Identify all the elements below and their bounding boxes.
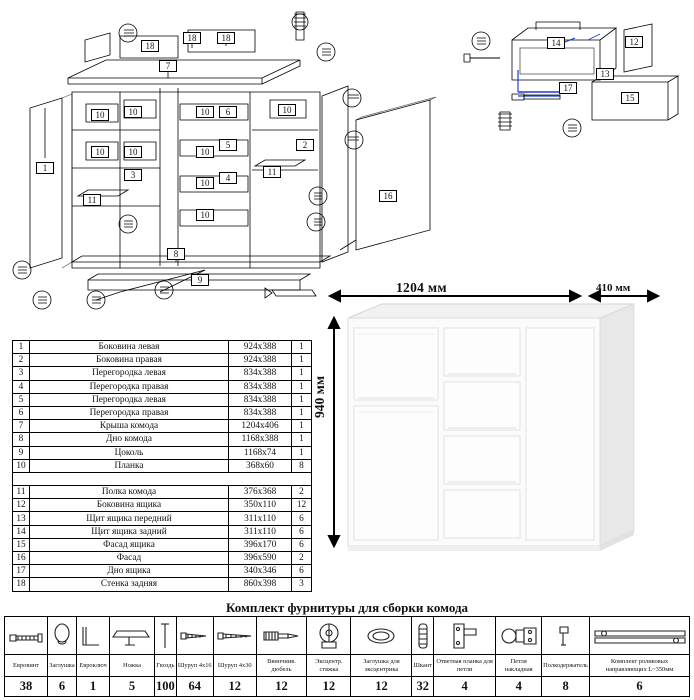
hardware-count-cell: 6 xyxy=(48,677,77,697)
diagram-callout-11: 11 xyxy=(83,194,101,206)
part-num-cell: 5 xyxy=(13,393,30,406)
screw-4x30-icon xyxy=(213,617,256,655)
table-row xyxy=(13,406,312,419)
part-qty-cell: 8 xyxy=(292,459,312,472)
part-name-cell: Фасад ящика xyxy=(30,538,229,551)
part-qty-cell: 1 xyxy=(292,406,312,419)
hardware-name-cell: Ответная планка для петли xyxy=(433,655,495,677)
part-num-cell: 18 xyxy=(13,578,30,591)
part-dim-cell: 311х110 xyxy=(229,512,292,525)
hardware-count-cell: 12 xyxy=(307,677,351,697)
diagram-callout-10: 10 xyxy=(124,106,142,118)
table-row xyxy=(13,486,312,499)
part-qty-cell: 2 xyxy=(292,552,312,565)
part-num-cell: 14 xyxy=(13,525,30,538)
hardware-section-title: Комплект фурнитуры для сборки комода xyxy=(225,600,469,615)
hardware-count-cell: 38 xyxy=(5,677,48,697)
height-dimension-label: 940 мм xyxy=(312,375,327,418)
part-num-cell: 6 xyxy=(13,406,30,419)
diagram-callout-15: 15 xyxy=(621,92,639,104)
allen-key-icon xyxy=(77,617,110,655)
diagram-callout-18: 18 xyxy=(141,40,159,52)
part-dim-cell: 376х368 xyxy=(229,486,292,499)
hardware-kit-table xyxy=(4,616,690,697)
finished-product-figure xyxy=(312,278,688,608)
screw-4x16-icon xyxy=(176,617,213,655)
part-qty-cell: 1 xyxy=(292,393,312,406)
hardware-count-cell: 5 xyxy=(110,677,155,697)
product-svg xyxy=(318,278,688,608)
diagram-callout-10: 10 xyxy=(196,209,214,221)
part-qty-cell: 6 xyxy=(292,565,312,578)
part-name-cell: Перегородка правая xyxy=(30,380,229,393)
part-num-cell: 16 xyxy=(13,552,30,565)
shelf-support-icon xyxy=(542,617,590,655)
hardware-name-cell: Евроключ xyxy=(77,655,110,677)
diagram-callout-12: 12 xyxy=(625,36,643,48)
part-qty-cell: 6 xyxy=(292,525,312,538)
part-dim-cell: 350х110 xyxy=(229,499,292,512)
part-qty-cell: 12 xyxy=(292,499,312,512)
part-qty-cell: 6 xyxy=(292,512,312,525)
part-qty-cell: 1 xyxy=(292,420,312,433)
part-dim-cell: 340х346 xyxy=(229,565,292,578)
part-num-cell: 10 xyxy=(13,459,30,472)
hardware-name-cell: Эксцентр. стяжка xyxy=(307,655,351,677)
diagram-callout-17: 17 xyxy=(559,82,577,94)
drawer-slide-icon xyxy=(590,617,690,655)
diagram-callout-8: 8 xyxy=(167,248,185,260)
part-dim-cell: 924х388 xyxy=(229,341,292,354)
table-gap xyxy=(13,472,312,485)
diagram-callout-14: 14 xyxy=(547,37,565,49)
table-row xyxy=(13,367,312,380)
diagram-callout-2: 2 xyxy=(296,139,314,151)
hardware-names-row xyxy=(5,655,690,677)
depth-dimension-label: 410 мм xyxy=(596,282,631,294)
diagram-callout-18: 18 xyxy=(217,32,235,44)
table-row xyxy=(13,433,312,446)
hardware-count-cell: 4 xyxy=(496,677,542,697)
diagram-callout-11: 11 xyxy=(263,166,281,178)
hardware-name-cell: Заглушка xyxy=(48,655,77,677)
hardware-count-cell: 1 xyxy=(77,677,110,697)
part-qty-cell: 1 xyxy=(292,354,312,367)
part-dim-cell: 1204х406 xyxy=(229,420,292,433)
diagram-svg xyxy=(0,0,694,320)
cam-cap-icon xyxy=(351,617,412,655)
hardware-name-cell: Евровинт xyxy=(5,655,48,677)
part-num-cell: 7 xyxy=(13,420,30,433)
diagram-callout-16: 16 xyxy=(379,190,397,202)
table-row xyxy=(13,512,312,525)
cam-lock-icon xyxy=(307,617,351,655)
part-dim-cell: 834х388 xyxy=(229,406,292,419)
hardware-name-cell: Заглушка для эксцентрика xyxy=(351,655,412,677)
diagram-callout-13: 13 xyxy=(596,68,614,80)
table-row xyxy=(13,525,312,538)
hinge-icon xyxy=(496,617,542,655)
part-num-cell: 1 xyxy=(13,341,30,354)
diagram-callout-4: 4 xyxy=(219,172,237,184)
diagram-callout-10: 10 xyxy=(278,104,296,116)
part-qty-cell: 1 xyxy=(292,446,312,459)
part-name-cell: Полка комода xyxy=(30,486,229,499)
hardware-name-cell: Шуруп 4х30 xyxy=(213,655,256,677)
table-row xyxy=(13,565,312,578)
hardware-name-cell: Ножка xyxy=(110,655,155,677)
part-name-cell: Фасад xyxy=(30,552,229,565)
hardware-name-cell: Комплект роликовых направляющих L~350мм xyxy=(590,655,690,677)
wooden-dowel-icon xyxy=(412,617,434,655)
hex-key-screw-icon xyxy=(5,617,48,655)
dowel-screw-icon xyxy=(256,617,306,655)
part-num-cell: 15 xyxy=(13,538,30,551)
hardware-count-cell: 12 xyxy=(256,677,306,697)
diagram-callout-6: 6 xyxy=(219,106,237,118)
hardware-name-cell: Петля накладная xyxy=(496,655,542,677)
hardware-count-cell: 32 xyxy=(412,677,434,697)
table-row xyxy=(13,446,312,459)
cap-plug-icon xyxy=(48,617,77,655)
part-dim-cell: 924х388 xyxy=(229,354,292,367)
part-name-cell: Перегородка левая xyxy=(30,367,229,380)
part-name-cell: Боковина левая xyxy=(30,341,229,354)
table-row xyxy=(13,393,312,406)
part-num-cell: 9 xyxy=(13,446,30,459)
part-dim-cell: 834х388 xyxy=(229,380,292,393)
diagram-callout-3: 3 xyxy=(124,169,142,181)
hardware-count-cell: 4 xyxy=(433,677,495,697)
part-dim-cell: 834х388 xyxy=(229,367,292,380)
table-row xyxy=(13,341,312,354)
part-num-cell: 11 xyxy=(13,486,30,499)
diagram-callout-18: 18 xyxy=(183,32,201,44)
hardware-count-cell: 8 xyxy=(542,677,590,697)
part-num-cell: 3 xyxy=(13,367,30,380)
diagram-callout-1: 1 xyxy=(36,162,54,174)
hardware-count-cell: 6 xyxy=(590,677,690,697)
hardware-name-cell: Ввинчиив. дюбель xyxy=(256,655,306,677)
part-name-cell: Перегородка левая xyxy=(30,393,229,406)
part-name-cell: Щит ящика передний xyxy=(30,512,229,525)
part-num-cell: 8 xyxy=(13,433,30,446)
part-qty-cell: 2 xyxy=(292,486,312,499)
part-name-cell: Планка xyxy=(30,459,229,472)
diagram-callout-10: 10 xyxy=(196,146,214,158)
table-row xyxy=(13,420,312,433)
hinge-plate-icon xyxy=(433,617,495,655)
table-row xyxy=(13,354,312,367)
diagram-callout-10: 10 xyxy=(91,109,109,121)
table-row xyxy=(13,552,312,565)
part-name-cell: Цоколь xyxy=(30,446,229,459)
hardware-icons-row xyxy=(5,617,690,655)
hardware-count-cell: 12 xyxy=(213,677,256,697)
diagram-callout-5: 5 xyxy=(219,139,237,151)
part-qty-cell: 6 xyxy=(292,538,312,551)
part-name-cell: Дно ящика xyxy=(30,565,229,578)
table-row xyxy=(13,499,312,512)
part-qty-cell: 1 xyxy=(292,433,312,446)
part-dim-cell: 311х110 xyxy=(229,525,292,538)
part-dim-cell: 860х398 xyxy=(229,578,292,591)
part-name-cell: Боковина правая xyxy=(30,354,229,367)
part-qty-cell: 1 xyxy=(292,367,312,380)
exploded-assembly-diagram xyxy=(0,0,694,320)
part-num-cell: 13 xyxy=(13,512,30,525)
part-num-cell: 12 xyxy=(13,499,30,512)
hardware-name-cell: Полкодержатель xyxy=(542,655,590,677)
nail-icon xyxy=(155,617,177,655)
table-row xyxy=(13,380,312,393)
hardware-name-cell: Гвоздь xyxy=(155,655,177,677)
diagram-callout-10: 10 xyxy=(124,146,142,158)
part-qty-cell: 3 xyxy=(292,578,312,591)
part-name-cell: Перегородка правая xyxy=(30,406,229,419)
part-num-cell: 17 xyxy=(13,565,30,578)
parts-list-table xyxy=(12,340,312,592)
part-dim-cell: 834х388 xyxy=(229,393,292,406)
furniture-leg-icon xyxy=(110,617,155,655)
part-dim-cell: 368х60 xyxy=(229,459,292,472)
diagram-callout-10: 10 xyxy=(91,146,109,158)
hardware-name-cell: Шуруп 4х16 xyxy=(176,655,213,677)
table-row xyxy=(13,578,312,591)
width-dimension-label: 1204 мм xyxy=(396,280,447,295)
hardware-count-cell: 12 xyxy=(351,677,412,697)
part-name-cell: Дно комода xyxy=(30,433,229,446)
diagram-callout-9: 9 xyxy=(191,274,209,286)
diagram-callout-7: 7 xyxy=(159,60,177,72)
part-name-cell: Стенка задняя xyxy=(30,578,229,591)
part-name-cell: Боковина ящика xyxy=(30,499,229,512)
part-dim-cell: 396х170 xyxy=(229,538,292,551)
part-dim-cell: 1168х74 xyxy=(229,446,292,459)
part-qty-cell: 1 xyxy=(292,341,312,354)
part-name-cell: Щит ящика задний xyxy=(30,525,229,538)
part-num-cell: 2 xyxy=(13,354,30,367)
table-row xyxy=(13,459,312,472)
part-qty-cell: 1 xyxy=(292,380,312,393)
hardware-count-cell: 100 xyxy=(155,677,177,697)
part-dim-cell: 1168х388 xyxy=(229,433,292,446)
part-name-cell: Крыша комода xyxy=(30,420,229,433)
diagram-callout-10: 10 xyxy=(196,106,214,118)
hardware-count-cell: 64 xyxy=(176,677,213,697)
table-row xyxy=(13,538,312,551)
hardware-name-cell: Шкант xyxy=(412,655,434,677)
hardware-counts-row xyxy=(5,677,690,697)
diagram-callout-10: 10 xyxy=(196,177,214,189)
part-num-cell: 4 xyxy=(13,380,30,393)
part-dim-cell: 396х590 xyxy=(229,552,292,565)
